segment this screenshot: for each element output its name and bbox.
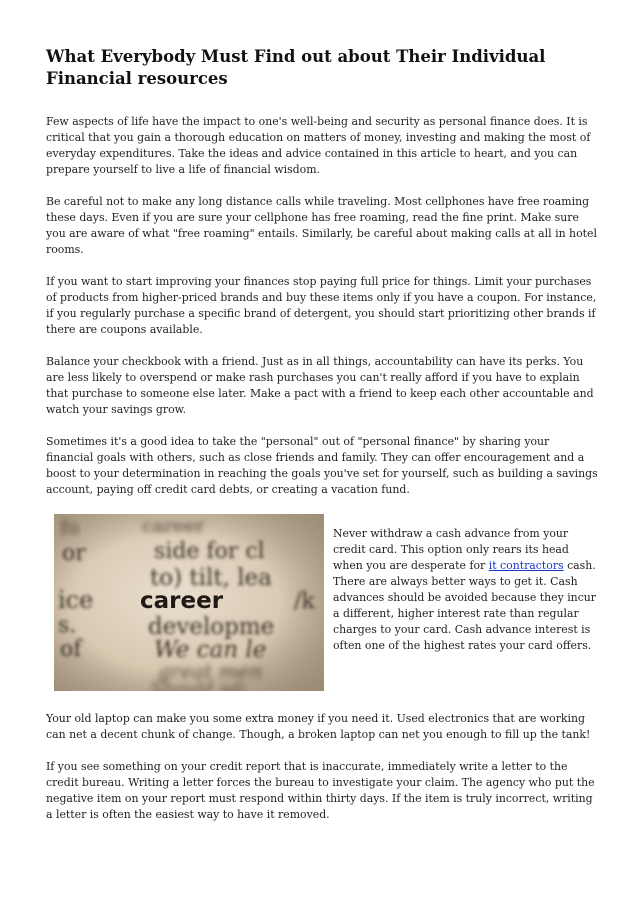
paragraph-intro: Few aspects of life have the impact to one's well-being and security as personal finance does. It is critical that you gain a thorough education on matters of money, investing and making the most of everyday expenditures. Take the ideas and advice contained in this article to heart, and you can prepare yourself to live a life of financial wisdom.: [46, 115, 591, 176]
paragraph-credit-report: If you see something on your credit report that is inaccurate, immediately write a letter to the credit bureau. Writing a letter forces the bureau to investigate your claim. The agency who put the negative item on your report must respond within thirty days. If the item is truly incorrect, writing a letter is often the easiest way to have it removed.: [46, 760, 595, 821]
figure-with-text: [46, 514, 598, 691]
career-dictionary-photo: [54, 514, 324, 691]
document-page: [46, 46, 598, 839]
cash-advance-text-before: Never withdraw a cash advance from your credit card. This option only rears its head when you are desperate for: [333, 527, 569, 572]
paragraph-full-price: If you want to start improving your finances stop paying full price for things. Limit your purchases of products from higher-priced brands and buy these items only if you have a coupon. For instance, if you regularly purchase a specific brand of detergent, you should start prioritizing other brands if there are coupons available.: [46, 275, 597, 336]
cash-advance-text-after: cash. There are always better ways to get it. Cash advances should be avoided because they incur a different, higher interest rate than regular charges to your card. Cash advance interest is often one of the highest rates your card offers.: [333, 559, 597, 652]
paragraph-checkbook: Balance your checkbook with a friend. Just as in all things, accountability can have its perks. You are less likely to overspend or make rash purchases you can't really afford if you have to explain that purchase to someone else later. Make a pact with a friend to keep each other accountable and watch your savings grow.: [46, 355, 594, 416]
paragraph-roaming: Be careful not to make any long distance calls while traveling. Most cellphones have free roaming these days. Even if you are sure your cellphone has free roaming, read the fine print. Make sure you are aware of what "free roaming" entails. Similarly, be careful about making calls at all in hotel rooms.: [46, 195, 597, 256]
it-contractors-link[interactable]: it contractors: [488, 559, 564, 572]
paragraph-old-laptop: Your old laptop can make you some extra money if you need it. Used electronics that are working can net a decent chunk of change. Though, a broken laptop can net you enough to fill up the tank!: [46, 712, 591, 741]
article-title: What Everybody Must Find out about Their Individual Financial resources: [46, 47, 546, 88]
dictionary-image: [54, 514, 324, 691]
paragraph-cash-advance: [333, 526, 598, 654]
figure-side-text: [333, 526, 598, 654]
paragraph-sharing-goals: Sometimes it's a good idea to take the "personal" out of "personal finance" by sharing your financial goals with others, such as close friends and family. They can offer encouragement and a boost to your determination in reaching the goals you've set for yourself, such as building a savings account, paying off credit card debts, or creating a vacation fund.: [46, 435, 598, 496]
